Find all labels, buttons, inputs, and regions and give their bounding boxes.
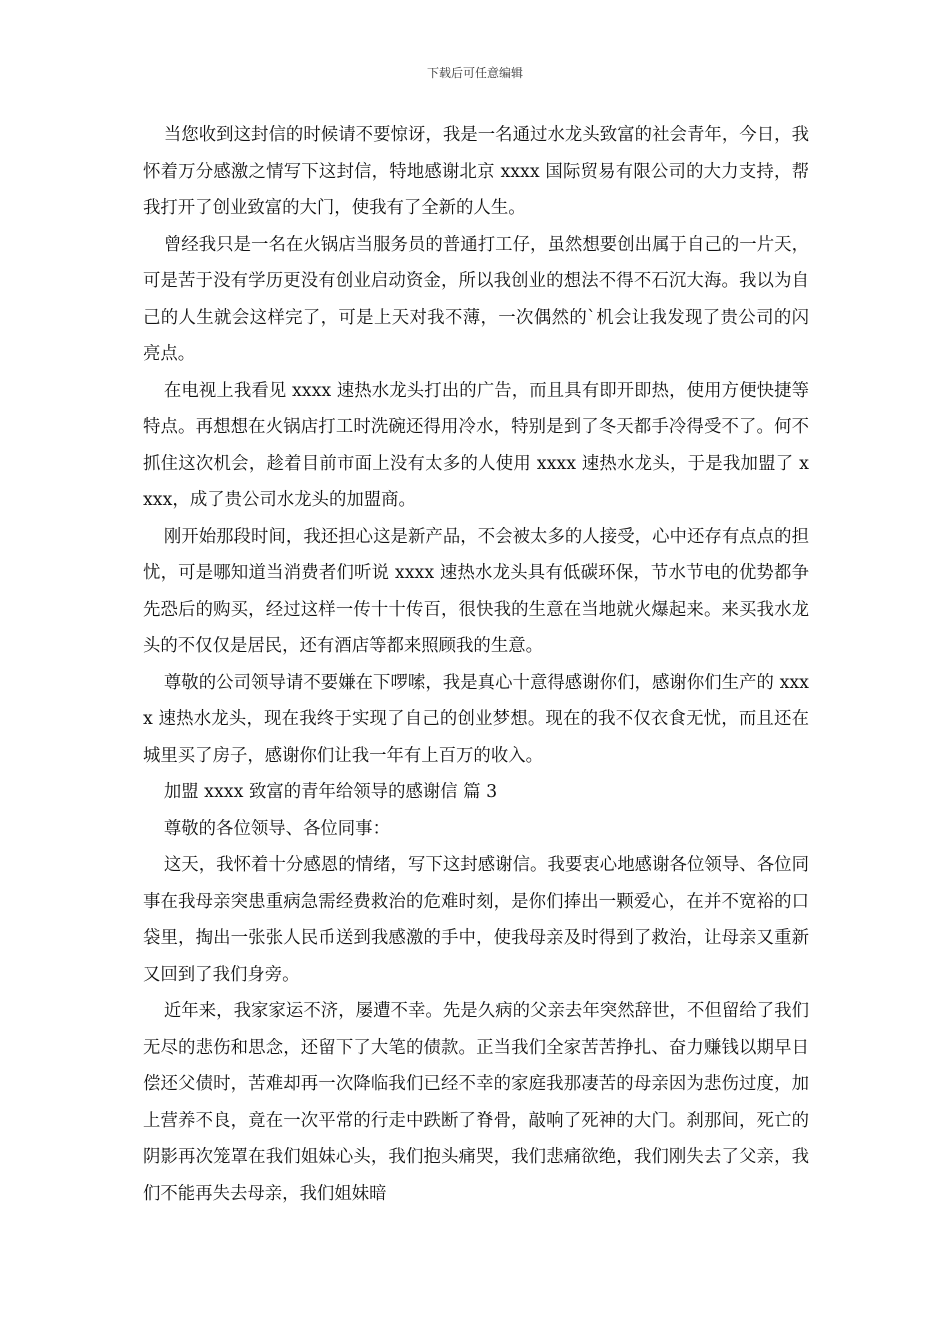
paragraph: 在电视上我看见 xxxx 速热水龙头打出的广告，而且具有即开即热，使用方便快捷等特点。再想想在火锅店打工时洗碗还得用冷水，特别是到了冬天都手冷得受不了。何不抓住这次机会，趁着目前市面上没有太多的人使用 xxxx 速热水龙头，于是我加盟了 xxxx，成了贵公司水龙头的加盟商。 — [143, 380, 809, 510]
section-heading: 加盟 xxxx 致富的青年给领导的感谢信 篇 3 — [163, 782, 498, 802]
salutation: 尊敬的各位领导、各位同事： — [163, 818, 390, 839]
document-body — [143, 117, 809, 1212]
paragraph: 尊敬的公司领导请不要嫌在下啰嗦，我是真心十意得感谢你们，感谢你们生产的 xxxx 速热水龙头，现在我终于实现了自己的创业梦想。现在的我不仅衣食无忧，而且还在城里买了房子，感谢你们让我一年有上百万的收入。 — [143, 672, 809, 766]
paragraph: 近年来，我家家运不济，屡遭不幸。先是久病的父亲去年突然辞世，不但留给了我们无尽的悲伤和思念，还留下了大笔的债款。正当我们全家苦苦挣扎、奋力赚钱以期早日偿还父债时，苦难却再一次降临我们已经不幸的家庭我那凄苦的母亲因为悲伤过度，加上营养不良，竟在一次平常的行走中跌断了脊骨，敲响了死神的大门。刹那间，死亡的阴影再次笼罩在我们姐妹心头，我们抱头痛哭，我们悲痛欲绝，我们刚失去了父亲，我们不能再失去母亲，我们姐妹暗 — [143, 1001, 809, 1204]
paragraph: 这天，我怀着十分感恩的情绪，写下这封感谢信。我要衷心地感谢各位领导、各位同事在我母亲突患重病急需经费救治的危难时刻，是你们捧出一颗爱心，在并不宽裕的口袋里，掏出一张张人民币送到我感激的手中，使我母亲及时得到了救治，让母亲又重新又回到了我们身旁。 — [143, 855, 809, 985]
page-header: 下载后可任意编辑 — [426, 66, 523, 80]
paragraph: 曾经我只是一名在火锅店当服务员的普通打工仔，虽然想要创出属于自己的一片天，可是苦于没有学历更没有创业启动资金，所以我创业的想法不得不石沉大海。我以为自己的人生就会这样完了，可是上天对我不薄，一次偶然的`机会让我发现了贵公司的闪亮点。 — [143, 234, 809, 364]
paragraph: 当您收到这封信的时候请不要惊讶，我是一名通过水龙头致富的社会青年，今日，我怀着万分感激之情写下这封信，特地感谢北京 xxxx 国际贸易有限公司的大力支持，帮我打开了创业致富的大门，使我有了全新的人生。 — [143, 125, 809, 218]
paragraph: 刚开始那段时间，我还担心这是新产品，不会被太多的人接受，心中还存有点点的担忧，可是哪知道当消费者们听说 xxxx 速热水龙头具有低碳环保，节水节电的优势都争先恐后的购买，经过这样一传十十传百，很快我的生意在当地就火爆起来。来买我水龙头的不仅仅是居民，还有酒店等都来照顾我的生意。 — [143, 526, 809, 656]
